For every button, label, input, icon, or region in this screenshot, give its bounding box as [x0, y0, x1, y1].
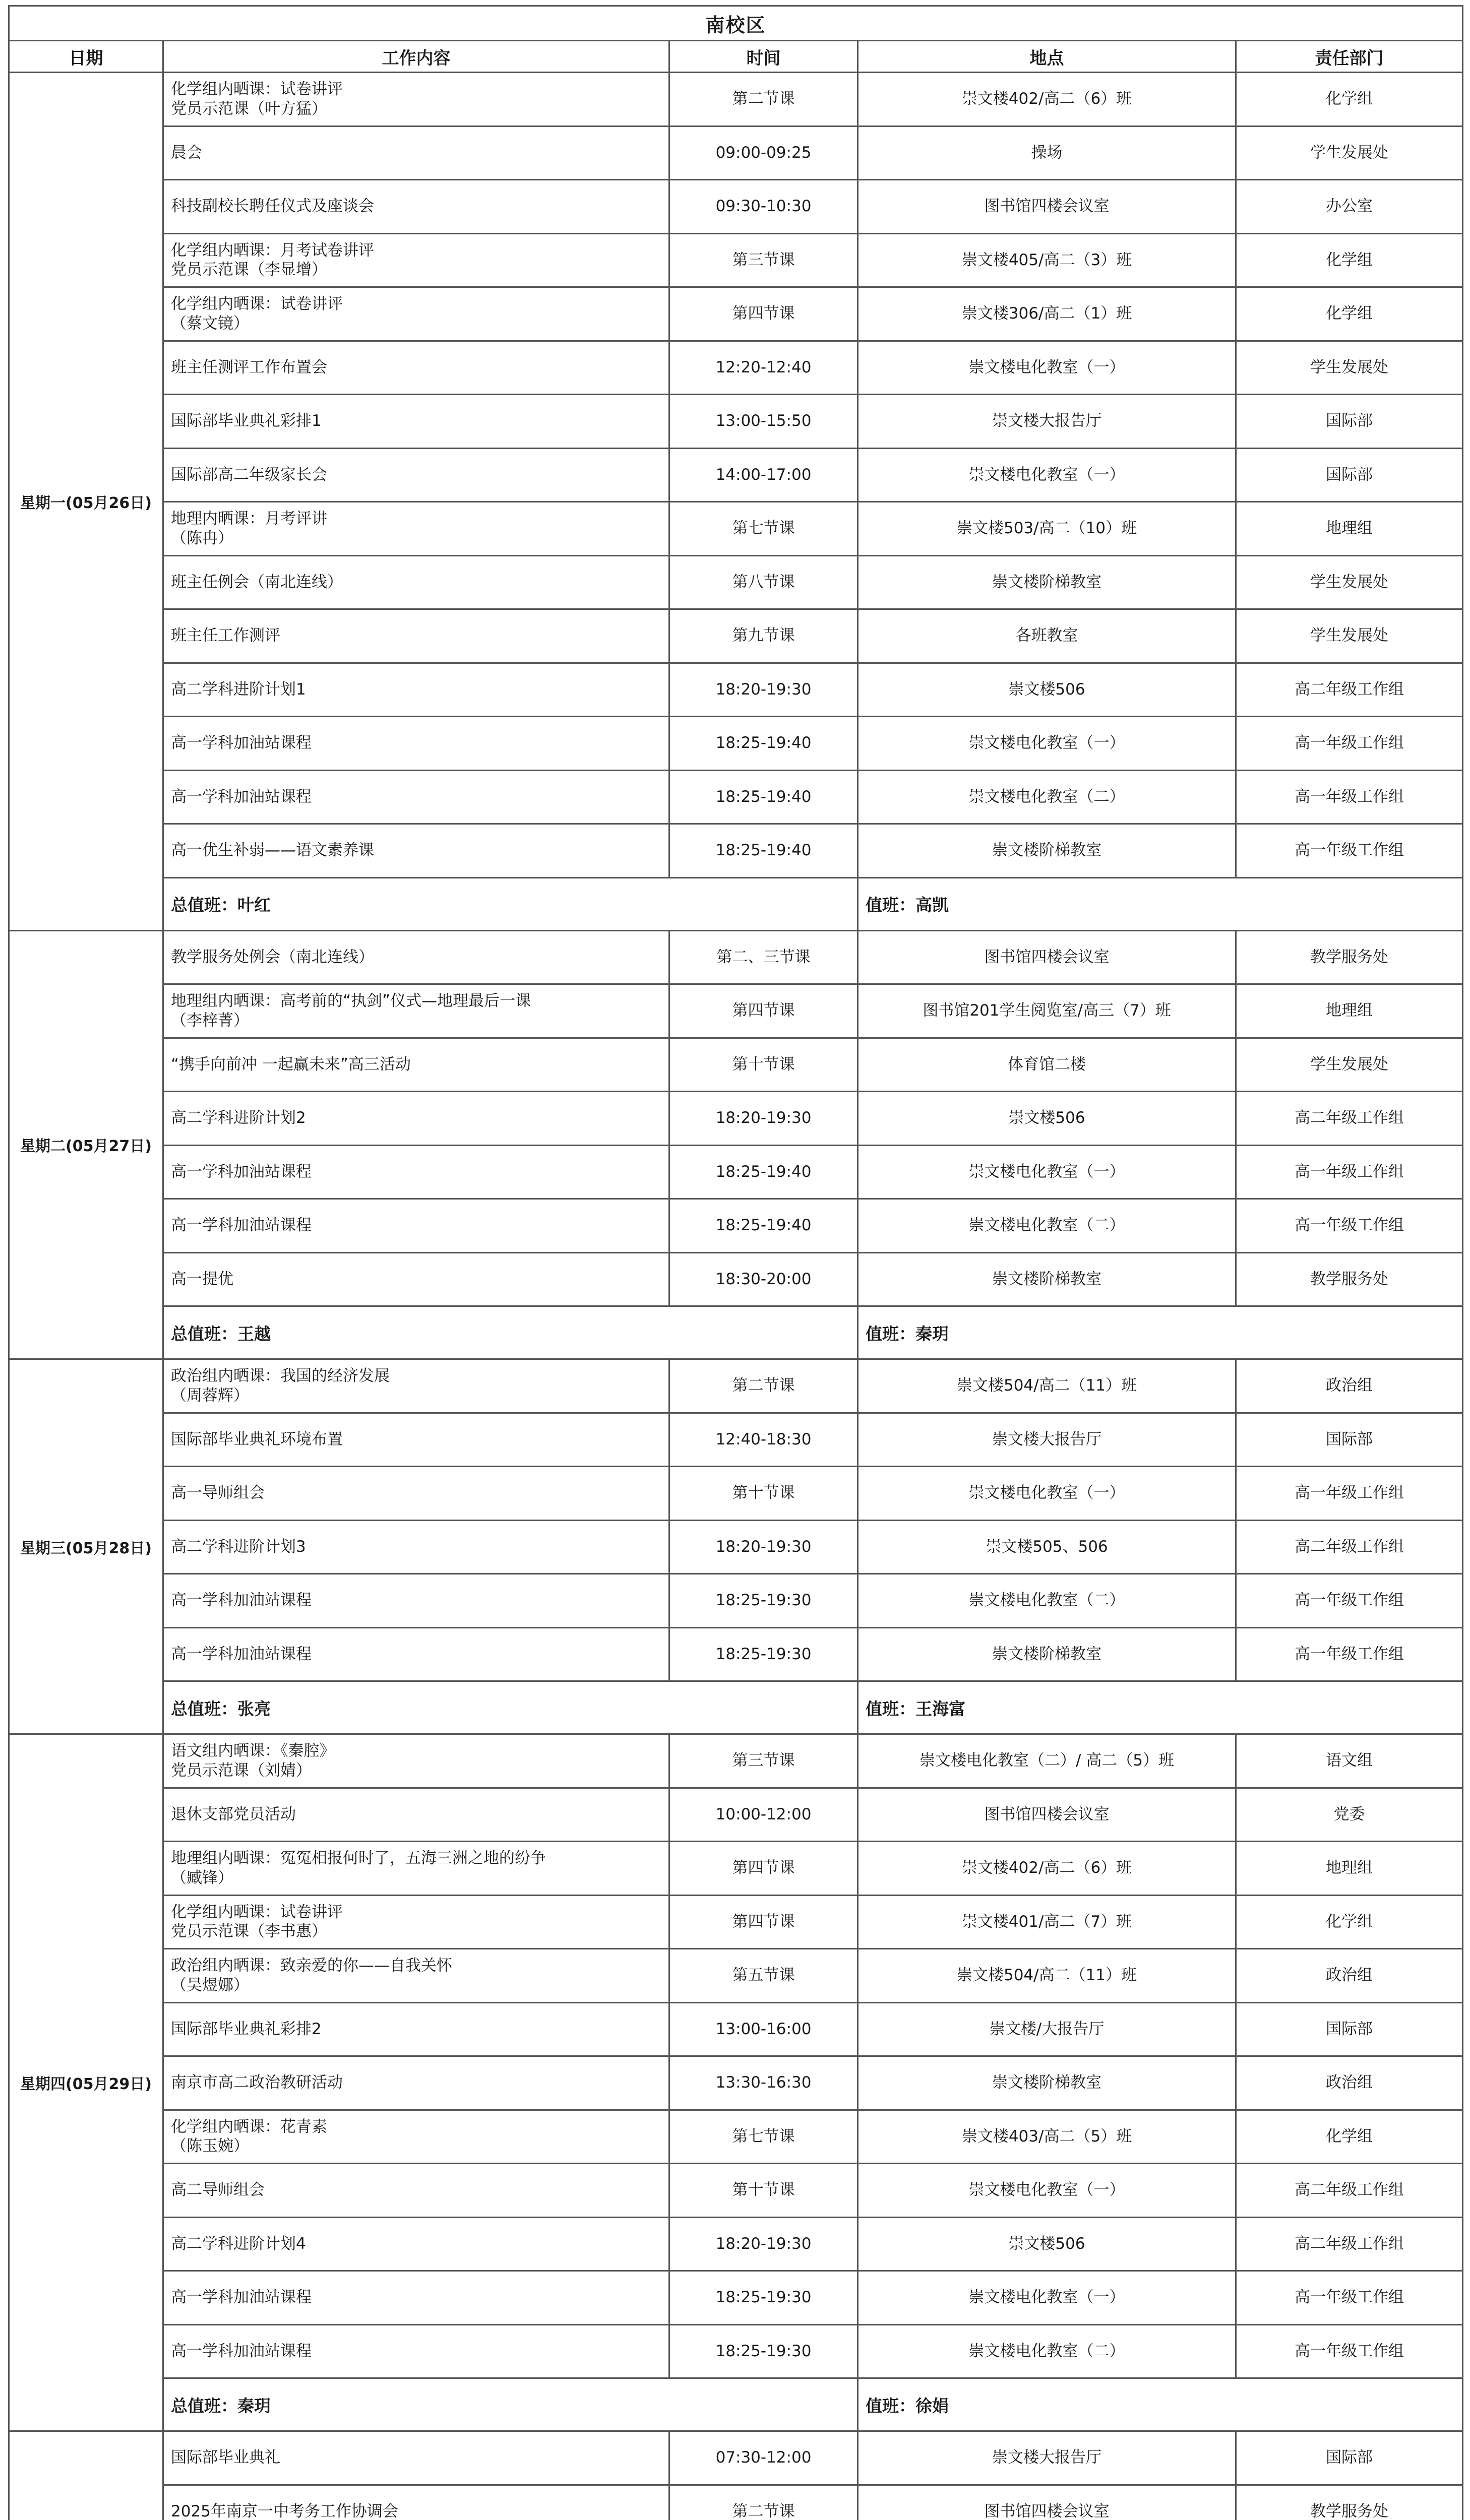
activity-dept: 高一年级工作组 — [1236, 770, 1463, 824]
activity-content — [163, 1145, 669, 1199]
activity-content — [163, 233, 669, 287]
activity-line: 高二学科进阶计划4 — [171, 2234, 306, 2253]
activity-location: 崇文楼405/高二（3）班 — [858, 233, 1236, 287]
activity-row — [9, 2324, 1463, 2378]
activity-location: 崇文楼电化教室（一） — [858, 2271, 1236, 2325]
activity-time: 第十节课 — [669, 1038, 858, 1092]
activity-row — [9, 1842, 1463, 1896]
activity-line: 地理组内晒课：冤冤相报何时了，五海三洲之地的纷争 — [171, 1849, 546, 1867]
activity-location: 崇文楼402/高二（6）班 — [858, 1842, 1236, 1896]
activity-location: 崇文楼电化教室（二） — [858, 2324, 1236, 2378]
activity-location: 崇文楼大报告厅 — [858, 1413, 1236, 1467]
activity-row — [9, 930, 1463, 984]
activity-content — [163, 984, 669, 1038]
activity-dept: 教学服务处 — [1236, 930, 1463, 984]
activity-dept: 化学组 — [1236, 287, 1463, 341]
activity-line: 高一学科加油站课程 — [171, 1216, 312, 1235]
activity-time: 第七节课 — [669, 502, 858, 556]
activity-line: 国际部毕业典礼 — [171, 2448, 280, 2467]
activity-dept: 国际部 — [1236, 2431, 1463, 2485]
activity-line: 党员示范课（李书惠） — [171, 1922, 327, 1941]
activity-dept: 教学服务处 — [1236, 1252, 1463, 1306]
activity-row — [9, 609, 1463, 663]
day-date — [9, 2431, 163, 2520]
activity-content — [163, 930, 669, 984]
activity-row — [9, 663, 1463, 717]
activity-row — [9, 233, 1463, 287]
schedule-body — [9, 73, 1463, 2520]
activity-dept: 高一年级工作组 — [1236, 717, 1463, 771]
activity-time: 18:20-19:30 — [669, 2217, 858, 2271]
activity-content — [163, 1949, 669, 2003]
activity-content — [163, 126, 669, 180]
activity-time: 第二节课 — [669, 2485, 858, 2520]
activity-dept: 高一年级工作组 — [1236, 1199, 1463, 1253]
activity-content — [163, 1092, 669, 1146]
activity-line: 高一学科加油站课程 — [171, 787, 312, 806]
activity-line: 地理组内晒课：高考前的“执剑”仪式—地理最后一课 — [171, 992, 531, 1010]
activity-row — [9, 1467, 1463, 1521]
campus-title: 南校区 — [9, 6, 1463, 41]
activity-row — [9, 1520, 1463, 1574]
activity-dept: 国际部 — [1236, 395, 1463, 449]
activity-dept: 学生发展处 — [1236, 555, 1463, 609]
activity-line: “携手向前冲 一起赢未来”高三活动 — [171, 1055, 411, 1074]
activity-row — [9, 1092, 1463, 1146]
activity-content — [163, 1574, 669, 1628]
activity-row — [9, 1038, 1463, 1092]
activity-line: 高一学科加油站课程 — [171, 1162, 312, 1181]
activity-content — [163, 1734, 669, 1788]
activity-dept: 学生发展处 — [1236, 1038, 1463, 1092]
activity-time: 13:00-15:50 — [669, 395, 858, 449]
duty-staff: 值班：高凯 — [858, 877, 1463, 930]
activity-content — [163, 1252, 669, 1306]
activity-row — [9, 555, 1463, 609]
activity-time: 18:20-19:30 — [669, 663, 858, 717]
activity-location: 崇文楼电化教室（一） — [858, 717, 1236, 771]
activity-location: 崇文楼大报告厅 — [858, 2431, 1236, 2485]
activity-content — [163, 663, 669, 717]
activity-row — [9, 984, 1463, 1038]
activity-line: 政治组内晒课：我国的经济发展 — [171, 1367, 390, 1385]
activity-time: 07:30-12:00 — [669, 2431, 858, 2485]
activity-dept: 国际部 — [1236, 1413, 1463, 1467]
activity-location: 崇文楼大报告厅 — [858, 395, 1236, 449]
activity-dept: 学生发展处 — [1236, 609, 1463, 663]
activity-dept: 高二年级工作组 — [1236, 663, 1463, 717]
activity-time: 18:25-19:30 — [669, 1627, 858, 1681]
header-dept: 责任部门 — [1236, 41, 1463, 73]
activity-time: 第四节课 — [669, 984, 858, 1038]
activity-line: 语文组内晒课：《秦腔》 — [171, 1742, 335, 1760]
activity-dept: 地理组 — [1236, 502, 1463, 556]
activity-location: 操场 — [858, 126, 1236, 180]
activity-row — [9, 770, 1463, 824]
activity-dept: 语文组 — [1236, 1734, 1463, 1788]
activity-time: 18:30-20:00 — [669, 1252, 858, 1306]
activity-location: 崇文楼电化教室（一） — [858, 341, 1236, 395]
activity-location: 图书馆201学生阅览室/高三（7）班 — [858, 984, 1236, 1038]
header-row — [9, 41, 1463, 73]
activity-line: 高二导师组会 — [171, 2181, 265, 2199]
activity-line: 国际部高二年级家长会 — [171, 465, 327, 484]
activity-line: 高二学科进阶计划1 — [171, 680, 306, 699]
activity-time: 第五节课 — [669, 1949, 858, 2003]
activity-location: 崇文楼506 — [858, 2217, 1236, 2271]
activity-time: 第七节课 — [669, 2110, 858, 2164]
day-date: 星期四(05月29日) — [9, 1734, 163, 2431]
duty-staff: 值班：秦玥 — [858, 1306, 1463, 1359]
activity-location: 崇文楼306/高二（1）班 — [858, 287, 1236, 341]
activity-row — [9, 2110, 1463, 2164]
activity-location: 各班教室 — [858, 609, 1236, 663]
activity-line: 化学组内晒课：月考试卷讲评 — [171, 241, 374, 260]
duty-row — [9, 1681, 1463, 1734]
activity-line: 高一学科加油站课程 — [171, 2342, 312, 2360]
activity-content — [163, 1627, 669, 1681]
activity-location: 崇文楼电化教室（二） — [858, 770, 1236, 824]
activity-time: 第八节课 — [669, 555, 858, 609]
activity-row — [9, 1574, 1463, 1628]
activity-location: 崇文楼电化教室（一） — [858, 2164, 1236, 2218]
activity-location: 崇文楼505、506 — [858, 1520, 1236, 1574]
activity-content — [163, 2324, 669, 2378]
activity-row — [9, 717, 1463, 771]
activity-line: （李梓菁） — [171, 1011, 249, 1030]
activity-content — [163, 1842, 669, 1896]
activity-time: 12:20-12:40 — [669, 341, 858, 395]
activity-dept: 国际部 — [1236, 2002, 1463, 2056]
activity-line: 地理内晒课：月考评讲 — [171, 510, 327, 528]
activity-location: 崇文楼506 — [858, 663, 1236, 717]
activity-dept: 学生发展处 — [1236, 126, 1463, 180]
activity-location: 崇文楼504/高二（11）班 — [858, 1949, 1236, 2003]
activity-dept: 高一年级工作组 — [1236, 824, 1463, 878]
activity-dept: 学生发展处 — [1236, 341, 1463, 395]
activity-line: 国际部毕业典礼彩排2 — [171, 2020, 322, 2038]
activity-time: 18:25-19:30 — [669, 2271, 858, 2325]
activity-content — [163, 2217, 669, 2271]
activity-time: 第三节课 — [669, 233, 858, 287]
activity-time: 第九节课 — [669, 609, 858, 663]
activity-line: （陈玉婉） — [171, 2137, 249, 2156]
activity-line: 政治组内晒课：致亲爱的你——自我关怀 — [171, 1957, 452, 1975]
activity-location: 图书馆四楼会议室 — [858, 2485, 1236, 2520]
activity-dept: 地理组 — [1236, 1842, 1463, 1896]
activity-line: （蔡文镜） — [171, 314, 249, 333]
activity-line: 化学组内晒课：花青素 — [171, 2117, 327, 2136]
activity-content — [163, 1413, 669, 1467]
activity-time: 09:00-09:25 — [669, 126, 858, 180]
activity-content — [163, 2110, 669, 2164]
activity-dept: 地理组 — [1236, 984, 1463, 1038]
campus-title-row — [9, 6, 1463, 41]
activity-content — [163, 2002, 669, 2056]
activity-dept: 化学组 — [1236, 233, 1463, 287]
duty-total: 总值班：王越 — [163, 1306, 858, 1359]
activity-time: 10:00-12:00 — [669, 1788, 858, 1842]
activity-line: 班主任测评工作布置会 — [171, 358, 327, 376]
duty-row — [9, 2378, 1463, 2431]
activity-time: 14:00-17:00 — [669, 448, 858, 502]
activity-time: 第二节课 — [669, 1359, 858, 1413]
activity-time: 第三节课 — [669, 1734, 858, 1788]
activity-line: 高一优生补弱——语文素养课 — [171, 841, 374, 860]
activity-location: 崇文楼电化教室（二）/ 高二（5）班 — [858, 1734, 1236, 1788]
activity-dept: 高二年级工作组 — [1236, 1520, 1463, 1574]
activity-line: （陈冉） — [171, 529, 233, 547]
activity-line: 党员示范课（刘婧） — [171, 1761, 312, 1780]
activity-time: 18:25-19:40 — [669, 1199, 858, 1253]
activity-location: 崇文楼阶梯教室 — [858, 1252, 1236, 1306]
duty-total: 总值班：张亮 — [163, 1681, 858, 1734]
activity-location: 崇文楼电化教室（一） — [858, 448, 1236, 502]
activity-dept: 高二年级工作组 — [1236, 1092, 1463, 1146]
activity-dept: 教学服务处 — [1236, 2485, 1463, 2520]
activity-time: 12:40-18:30 — [669, 1413, 858, 1467]
activity-content — [163, 770, 669, 824]
activity-time: 18:25-19:40 — [669, 717, 858, 771]
activity-line: 高一导师组会 — [171, 1484, 265, 1502]
activity-content — [163, 824, 669, 878]
activity-location: 崇文楼504/高二（11）班 — [858, 1359, 1236, 1413]
activity-line: （臧锋） — [171, 1868, 233, 1887]
duty-staff: 值班：王海富 — [858, 1681, 1463, 1734]
activity-content — [163, 2164, 669, 2218]
activity-line: 国际部毕业典礼彩排1 — [171, 412, 322, 430]
activity-line: 教学服务处例会（南北连线） — [171, 948, 374, 966]
activity-location: 崇文楼阶梯教室 — [858, 555, 1236, 609]
activity-location: 崇文楼阶梯教室 — [858, 2056, 1236, 2110]
activity-content — [163, 2056, 669, 2110]
activity-row — [9, 1199, 1463, 1253]
activity-row — [9, 502, 1463, 556]
activity-location: 崇文楼阶梯教室 — [858, 824, 1236, 878]
activity-row — [9, 1949, 1463, 2003]
day-date: 星期一(05月26日) — [9, 73, 163, 931]
activity-location: 图书馆四楼会议室 — [858, 180, 1236, 234]
activity-content — [163, 395, 669, 449]
activity-dept: 高一年级工作组 — [1236, 2324, 1463, 2378]
day-date: 星期二(05月27日) — [9, 930, 163, 1359]
activity-line: 班主任例会（南北连线） — [171, 573, 343, 591]
activity-time: 18:20-19:30 — [669, 1520, 858, 1574]
activity-line: 高一学科加油站课程 — [171, 1591, 312, 1610]
activity-location: 崇文楼503/高二（10）班 — [858, 502, 1236, 556]
activity-location: 崇文楼/大报告厅 — [858, 2002, 1236, 2056]
activity-time: 13:00-16:00 — [669, 2002, 858, 2056]
activity-line: 化学组内晒课：试卷讲评 — [171, 80, 343, 98]
activity-row — [9, 1627, 1463, 1681]
activity-row — [9, 824, 1463, 878]
activity-time: 09:30-10:30 — [669, 180, 858, 234]
header-date: 日期 — [9, 41, 163, 73]
activity-time: 18:25-19:40 — [669, 1145, 858, 1199]
activity-content — [163, 73, 669, 127]
activity-row — [9, 395, 1463, 449]
activity-line: 化学组内晒课：试卷讲评 — [171, 295, 343, 313]
activity-content — [163, 555, 669, 609]
activity-row — [9, 126, 1463, 180]
activity-content — [163, 341, 669, 395]
activity-dept: 化学组 — [1236, 73, 1463, 127]
activity-row — [9, 73, 1463, 127]
activity-dept: 政治组 — [1236, 1359, 1463, 1413]
activity-dept: 化学组 — [1236, 2110, 1463, 2164]
activity-dept: 高一年级工作组 — [1236, 1627, 1463, 1681]
activity-location: 崇文楼402/高二（6）班 — [858, 73, 1236, 127]
activity-content — [163, 1359, 669, 1413]
activity-time: 18:20-19:30 — [669, 1092, 858, 1146]
activity-row — [9, 1734, 1463, 1788]
activity-content — [163, 502, 669, 556]
activity-time: 第十节课 — [669, 2164, 858, 2218]
activity-row — [9, 2271, 1463, 2325]
activity-line: 高一提优 — [171, 1270, 233, 1288]
activity-location: 崇文楼电化教室（一） — [858, 1145, 1236, 1199]
header-time: 时间 — [669, 41, 858, 73]
activity-dept: 高一年级工作组 — [1236, 1574, 1463, 1628]
activity-row — [9, 2164, 1463, 2218]
activity-row — [9, 2056, 1463, 2110]
activity-content — [163, 1199, 669, 1253]
activity-time: 第二节课 — [669, 73, 858, 127]
activity-time: 第四节课 — [669, 1842, 858, 1896]
activity-row — [9, 1145, 1463, 1199]
activity-content — [163, 1467, 669, 1521]
activity-content — [163, 2271, 669, 2325]
activity-dept: 高二年级工作组 — [1236, 2217, 1463, 2271]
activity-row — [9, 1413, 1463, 1467]
activity-content — [163, 1520, 669, 1574]
schedule-table — [8, 5, 1463, 2520]
activity-time: 18:25-19:30 — [669, 1574, 858, 1628]
activity-content — [163, 180, 669, 234]
activity-dept: 高一年级工作组 — [1236, 1467, 1463, 1521]
activity-row — [9, 2431, 1463, 2485]
duty-total: 总值班：秦玥 — [163, 2378, 858, 2431]
activity-location: 崇文楼电化教室（二） — [858, 1574, 1236, 1628]
activity-line: 班主任工作测评 — [171, 626, 280, 645]
activity-content — [163, 717, 669, 771]
activity-dept: 政治组 — [1236, 1949, 1463, 2003]
activity-line: 高一学科加油站课程 — [171, 734, 312, 752]
activity-dept: 国际部 — [1236, 448, 1463, 502]
activity-dept: 高一年级工作组 — [1236, 2271, 1463, 2325]
activity-row — [9, 1895, 1463, 1949]
activity-row — [9, 1788, 1463, 1842]
activity-line: 化学组内晒课：试卷讲评 — [171, 1903, 343, 1921]
activity-line: 南京市高二政治教研活动 — [171, 2073, 343, 2092]
activity-line: 高二学科进阶计划2 — [171, 1109, 306, 1127]
activity-content — [163, 287, 669, 341]
header-content: 工作内容 — [163, 41, 669, 73]
header-location: 地点 — [858, 41, 1236, 73]
activity-dept: 高二年级工作组 — [1236, 2164, 1463, 2218]
activity-location: 崇文楼506 — [858, 1092, 1236, 1146]
activity-row — [9, 2485, 1463, 2520]
activity-line: 晨会 — [171, 143, 202, 162]
activity-row — [9, 2217, 1463, 2271]
activity-location: 崇文楼403/高二（5）班 — [858, 2110, 1236, 2164]
activity-content — [163, 448, 669, 502]
activity-location: 崇文楼电化教室（二） — [858, 1199, 1236, 1253]
activity-time: 18:25-19:40 — [669, 824, 858, 878]
activity-content — [163, 2485, 669, 2520]
activity-time: 第四节课 — [669, 287, 858, 341]
activity-location: 崇文楼阶梯教室 — [858, 1627, 1236, 1681]
activity-location: 崇文楼401/高二（7）班 — [858, 1895, 1236, 1949]
activity-location: 崇文楼电化教室（一） — [858, 1467, 1236, 1521]
activity-time: 18:25-19:40 — [669, 770, 858, 824]
activity-row — [9, 2002, 1463, 2056]
duty-staff: 值班：徐娟 — [858, 2378, 1463, 2431]
activity-row — [9, 180, 1463, 234]
activity-line: 科技副校长聘任仪式及座谈会 — [171, 197, 374, 216]
activity-row — [9, 448, 1463, 502]
day-date: 星期三(05月28日) — [9, 1359, 163, 1734]
activity-time: 第十节课 — [669, 1467, 858, 1521]
activity-line: 党员示范课（李显增） — [171, 261, 327, 279]
activity-location: 图书馆四楼会议室 — [858, 930, 1236, 984]
activity-line: 高一学科加油站课程 — [171, 1645, 312, 1663]
activity-time: 第二、三节课 — [669, 930, 858, 984]
activity-location: 体育馆二楼 — [858, 1038, 1236, 1092]
activity-dept: 办公室 — [1236, 180, 1463, 234]
activity-dept: 高一年级工作组 — [1236, 1145, 1463, 1199]
activity-line: （吴煜娜） — [171, 1976, 249, 1994]
activity-line: 高二学科进阶计划3 — [171, 1537, 306, 1556]
activity-row — [9, 1359, 1463, 1413]
activity-line: 党员示范课（叶方猛） — [171, 99, 327, 118]
activity-content — [163, 1895, 669, 1949]
schedule-sheet — [8, 5, 1462, 2520]
activity-row — [9, 1252, 1463, 1306]
duty-total: 总值班：叶红 — [163, 877, 858, 930]
activity-time: 第四节课 — [669, 1895, 858, 1949]
activity-content — [163, 609, 669, 663]
activity-line: 2025年南京一中考务工作协调会 — [171, 2502, 398, 2520]
duty-row — [9, 1306, 1463, 1359]
activity-time: 18:25-19:30 — [669, 2324, 858, 2378]
duty-row — [9, 877, 1463, 930]
activity-dept: 政治组 — [1236, 2056, 1463, 2110]
activity-line: 国际部毕业典礼环境布置 — [171, 1430, 343, 1448]
activity-line: 高一学科加油站课程 — [171, 2288, 312, 2307]
activity-row — [9, 287, 1463, 341]
activity-line: 退休支部党员活动 — [171, 1805, 296, 1823]
activity-content — [163, 1038, 669, 1092]
activity-line: （周蓉辉） — [171, 1386, 249, 1405]
activity-dept: 党委 — [1236, 1788, 1463, 1842]
activity-content — [163, 1788, 669, 1842]
activity-location: 图书馆四楼会议室 — [858, 1788, 1236, 1842]
activity-content — [163, 2431, 669, 2485]
activity-time: 13:30-16:30 — [669, 2056, 858, 2110]
activity-dept: 化学组 — [1236, 1895, 1463, 1949]
activity-row — [9, 341, 1463, 395]
